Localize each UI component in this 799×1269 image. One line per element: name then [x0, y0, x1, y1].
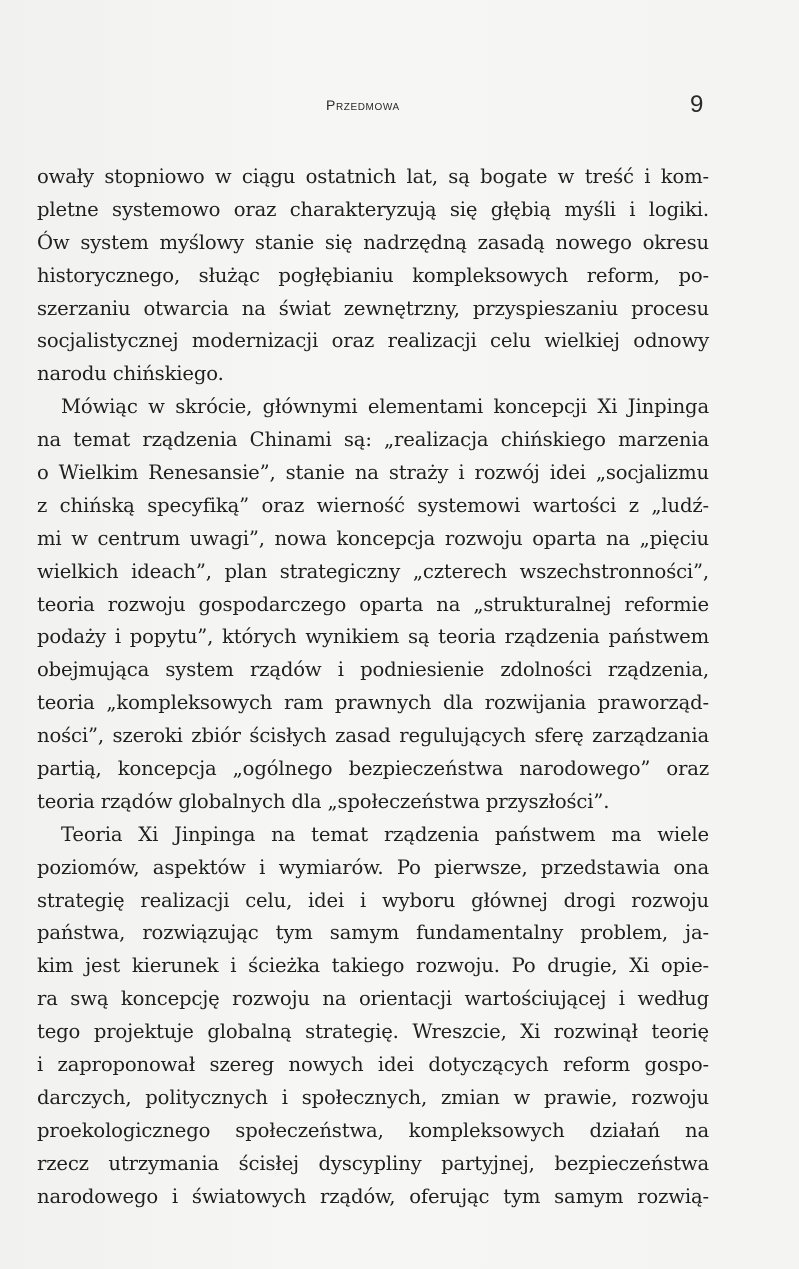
text-line: podaży i popytu”, których wynikiem są teoria rządzenia państwem [37, 625, 709, 649]
text-line: rzecz utrzymania ścisłej dyscypliny partyjnej, bezpieczeństwa [37, 1151, 709, 1175]
text-line: na temat rządzenia Chinami są: „realizacja chińskiego marzenia [37, 428, 709, 452]
text-line: mi w centrum uwagi”, nowa koncepcja rozwoju oparta na „pięciu [37, 526, 709, 550]
running-header [0, 93, 799, 123]
text-line: narodu chińskiego. [37, 362, 224, 386]
body-text [37, 161, 709, 1214]
text-line: i zaproponował szereg nowych idei dotyczących reform gospo- [37, 1053, 709, 1077]
paragraph-theory [37, 819, 709, 1214]
text-line: owały stopniowo w ciągu ostatnich lat, są bogate w treść i kom- [37, 165, 709, 188]
text-line: o Wielkim Renesansie”, stanie na straży i rozwój idei „socjalizmu [37, 461, 709, 485]
text-line: ności”, szeroki zbiór ścisłych zasad regulujących sferę zarządzania [37, 724, 709, 748]
paragraph-elements [37, 391, 709, 819]
text-line: pletne systemowo oraz charakteryzują się głębią myśli i logiki. [37, 197, 709, 221]
page-number: 9 [690, 91, 704, 118]
paragraph-continuation [37, 161, 709, 391]
text-line: wielkich ideach”, plan strategiczny „czterech wszechstronności”, [37, 559, 709, 583]
text-line: partią, koncepcja „ogólnego bezpieczeństwa narodowego” oraz [37, 757, 709, 781]
text-line: obejmująca system rządów i podniesienie zdolności rządzenia, [37, 658, 709, 682]
text-line: państwa, rozwiązując tym samym fundamentalny problem, ja- [37, 921, 709, 945]
text-line: teoria rządów globalnych dla „społeczeństwa przyszłości”. [37, 789, 610, 813]
text-line: kim jest kierunek i ścieżka takiego rozwoju. Po drugie, Xi opie- [37, 954, 709, 978]
text-line: historycznego, służąc pogłębianiu kompleksowych reform, po- [37, 263, 709, 287]
text-line: Teoria Xi Jinpinga na temat rządzenia państwem ma wiele [61, 822, 709, 846]
text-line: strategię realizacji celu, idei i wyboru głównej drogi rozwoju [37, 888, 709, 912]
text-line: teoria „kompleksowych ram prawnych dla rozwijania praworząd- [37, 691, 709, 715]
text-line: proekologicznego społeczeństwa, kompleksowych działań na [37, 1118, 709, 1142]
text-line: darczych, politycznych i społecznych, zmian w prawie, rozwoju [37, 1085, 709, 1109]
text-line: szerzaniu otwarcia na świat zewnętrzny, przyspieszaniu procesu [37, 296, 709, 320]
text-line: socjalistycznej modernizacji oraz realizacji celu wielkiej odnowy [37, 329, 709, 353]
text-line: poziomów, aspektów i wymiarów. Po pierwsze, przedstawia ona [37, 855, 709, 879]
text-line: Ów system myślowy stanie się nadrzędną zasadą nowego okresu [37, 230, 709, 254]
running-title: Przedmowa [326, 97, 400, 113]
text-line: tego projektuje globalną strategię. Wreszcie, Xi rozwinął teorię [37, 1020, 709, 1044]
text-line: teoria rozwoju gospodarczego oparta na „strukturalnej reformie [37, 592, 709, 616]
text-line: Mówiąc w skrócie, głównymi elementami koncepcji Xi Jinpinga [61, 395, 709, 419]
text-line: z chińską specyfiką” oraz wierność systemowi wartości z „ludź- [37, 493, 709, 517]
text-line: ra swą koncepcję rozwoju na orientacji wartościującej i według [37, 987, 709, 1011]
text-line: narodowego i światowych rządów, oferując tym samym rozwią- [37, 1184, 709, 1208]
